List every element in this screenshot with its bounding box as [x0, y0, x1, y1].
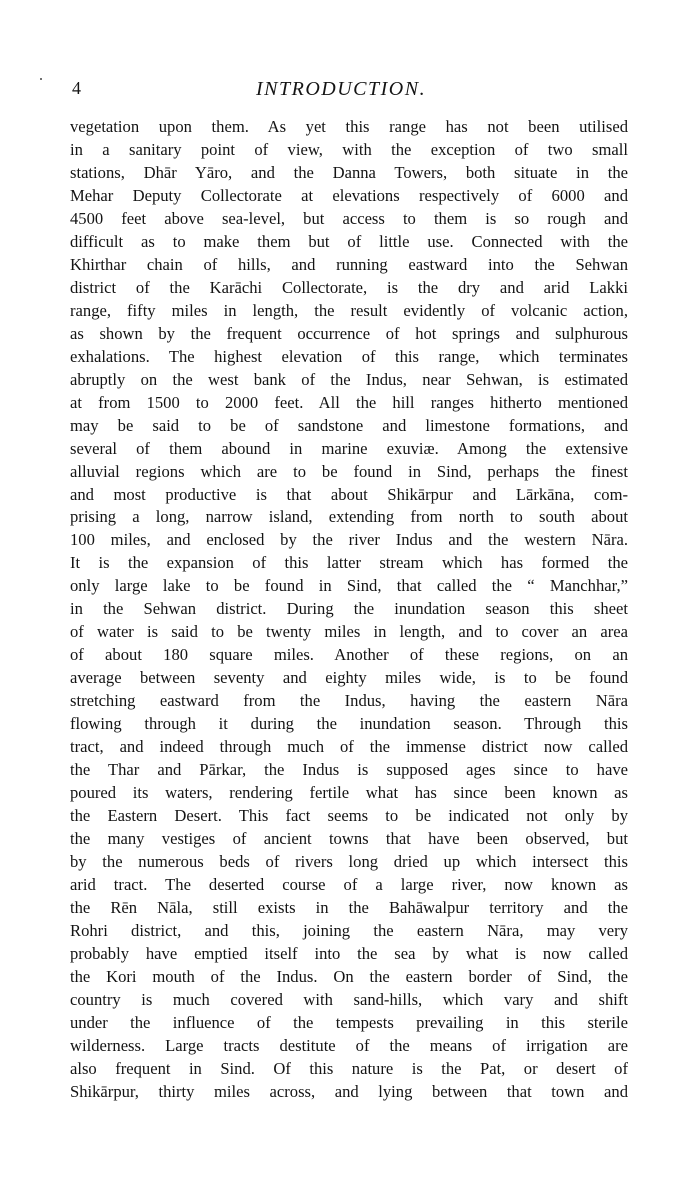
text-line: may be said to be of sandstone and limestone formations, and — [70, 415, 628, 435]
body-text — [70, 116, 628, 1104]
text-line: difficult as to make them but of little use. Connected with the — [70, 231, 628, 251]
text-line: under the influence of the tempests prevailing in this sterile — [70, 1012, 628, 1032]
text-line: in a sanitary point of view, with the exception of two small — [70, 139, 628, 159]
text-line: by the numerous beds of rivers long dried up which intersect this — [70, 852, 628, 871]
text-line: arid tract. The deserted course of a large river, now known as — [70, 874, 628, 894]
text-line: also frequent in Sind. Of this nature is the Pat, or desert of — [70, 1058, 628, 1078]
text-line: Shikārpur, thirty miles across, and lying between that town and — [70, 1081, 628, 1101]
running-head: INTRODUCTION. — [256, 78, 427, 100]
text-line: of water is said to be twenty miles in length, and to cover an area — [70, 622, 628, 642]
page-number: 4 — [72, 78, 81, 98]
scan-speck — [40, 78, 42, 80]
text-line: country is much covered with sand-hills, which vary and shift — [70, 989, 628, 1009]
text-line: the many vestiges of ancient towns that have been observed, but — [70, 829, 628, 849]
text-line: district of the Karāchi Collectorate, is the dry and arid Lakki — [70, 277, 628, 297]
text-line: at from 1500 to 2000 feet. All the hill ranges hitherto mentioned — [70, 392, 628, 412]
text-line: range, fifty miles in length, the result evidently of volcanic action, — [70, 300, 628, 320]
text-line: the Thar and Pārkar, the Indus is supposed ages since to have — [70, 760, 628, 780]
text-line: Mehar Deputy Collectorate at elevations respectively of 6000 and — [70, 185, 628, 205]
text-line: average between seventy and eighty miles wide, is to be found — [70, 668, 628, 688]
text-line: and most productive is that about Shikārpur and Lārkāna, com- — [70, 484, 628, 504]
text-line: wilderness. Large tracts destitute of the means of irrigation are — [70, 1035, 628, 1055]
text-line: It is the expansion of this latter stream which has formed the — [70, 553, 628, 573]
text-line: 100 miles, and enclosed by the river Indus and the western Nāra. — [70, 530, 628, 550]
text-line: several of them abound in marine exuviæ. Among the extensive — [70, 438, 628, 458]
text-line: the Kori mouth of the Indus. On the eastern border of Sind, the — [70, 966, 628, 986]
page-header — [66, 76, 642, 106]
text-line: tract, and indeed through much of the immense district now called — [70, 737, 628, 757]
text-line: flowing through it during the inundation season. Through this — [70, 714, 628, 734]
text-line: poured its waters, rendering fertile what has since been known as — [70, 783, 628, 803]
text-line: vegetation upon them. As yet this range has not been utilised — [70, 117, 628, 136]
text-line: stretching eastward from the Indus, having the eastern Nāra — [70, 691, 628, 711]
text-line: as shown by the frequent occurrence of hot springs and sulphurous — [70, 323, 628, 343]
text-line: exhalations. The highest elevation of this range, which terminates — [70, 346, 628, 366]
text-line: Rohri district, and this, joining the eastern Nāra, may very — [70, 920, 628, 940]
text-line: Khirthar chain of hills, and running eastward into the Sehwan — [70, 254, 628, 274]
text-line: of about 180 square miles. Another of these regions, on an — [70, 645, 628, 665]
text-line: prising a long, narrow island, extending from north to south about — [70, 507, 628, 527]
text-line: in the Sehwan district. During the inundation season this sheet — [70, 599, 628, 619]
text-line: 4500 feet above sea-level, but access to them is so rough and — [70, 208, 628, 228]
text-line: the Rēn Nāla, still exists in the Bahāwalpur territory and the — [70, 897, 628, 917]
text-line: alluvial regions which are to be found in Sind, perhaps the finest — [70, 461, 628, 481]
text-line: probably have emptied itself into the sea by what is now called — [70, 943, 628, 963]
text-line: stations, Dhār Yāro, and the Danna Towers, both situate in the — [70, 162, 628, 182]
text-line: the Eastern Desert. This fact seems to be indicated not only by — [70, 806, 628, 826]
text-line: abruptly on the west bank of the Indus, near Sehwan, is estimated — [70, 369, 628, 389]
text-line: only large lake to be found in Sind, that called the “ Manchhar,” — [70, 576, 628, 596]
